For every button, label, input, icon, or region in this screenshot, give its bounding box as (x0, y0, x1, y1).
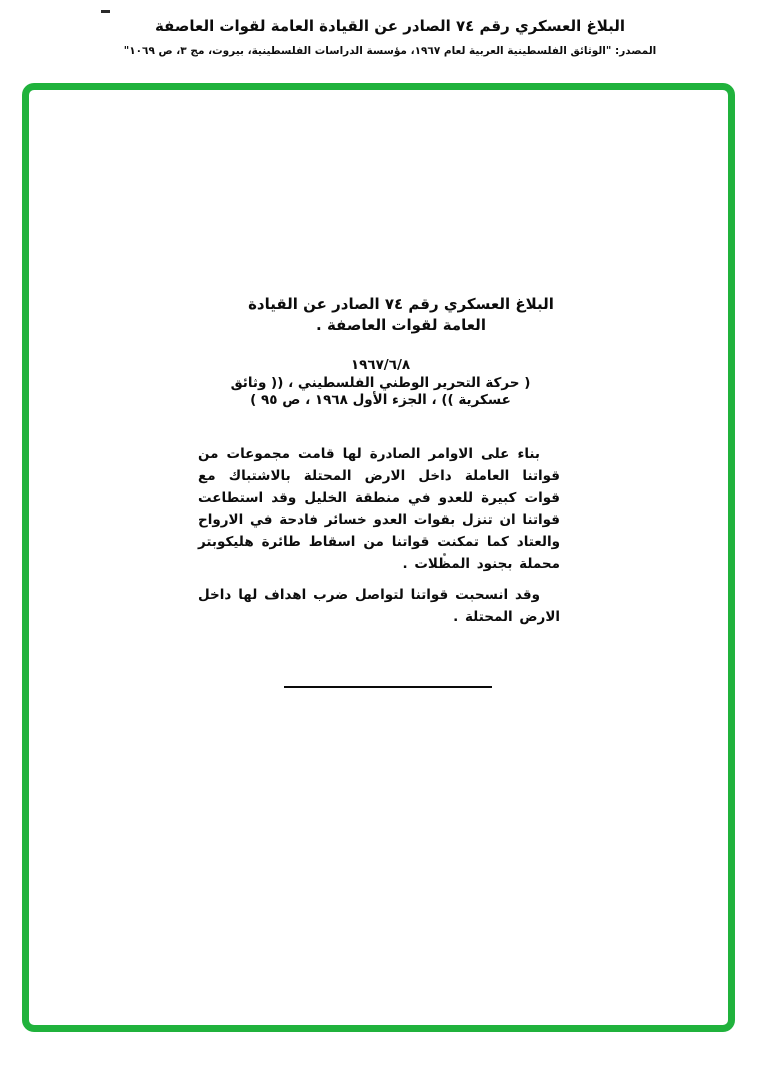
communique-title-line-2: العامة لقوات العاصفة . (316, 316, 486, 334)
scan-artifact-dash (101, 10, 110, 13)
header-source-citation: المصدر: "الوثائق الفلسطينية العربية لعام ١٩٦٧، مؤسسة الدراسات الفلسطينية، بيروت، مج ٣، ص ١٠٦٩" (123, 45, 657, 57)
header-title: البلاغ العسكري رقم ٧٤ الصادر عن القيادة العامة لقوات العاصفة (154, 17, 626, 35)
communique-title-line-1: البلاغ العسكري رقم ٧٤ الصادر عن القيادة (248, 295, 554, 313)
communique-paragraph-1: بناء على الاوامر الصادرة لها قامت مجموعات من قواتنا العاملة داخل الارض المحتلة بالاشتباك مع قوات كبيرة للعدو في منطقة الخليل وقد استطاعت قواتنا ان تنزل بقوات العدو خسائر فادحة في الارواح والعتاد كما تمكنت قواتنا من اسقاط طائرة هليكوبتر محملة بجنود المظلات . (198, 446, 560, 572)
scan-artifact-dot (443, 553, 446, 556)
communique-date: ١٩٦٧/٦/٨ (350, 357, 411, 373)
communique-citation (218, 357, 543, 410)
communique-citation-line-1: ( حركة التحرير الوطني الفلسطيني ، (( وثائق (230, 374, 531, 391)
communique-citation-line-2: عسكرية )) ، الجزء الأول ١٩٦٨ ، ص ٩٥ ) (250, 392, 511, 408)
communique-paragraph-2: وقد انسحبت قواتنا لتواصل ضرب اهداف لها داخل الارض المحتلة . (198, 587, 560, 625)
signature-line (284, 686, 492, 688)
document-header (30, 15, 750, 58)
green-document-frame (22, 83, 735, 1032)
communique-body (198, 443, 560, 637)
communique-title (245, 294, 557, 336)
